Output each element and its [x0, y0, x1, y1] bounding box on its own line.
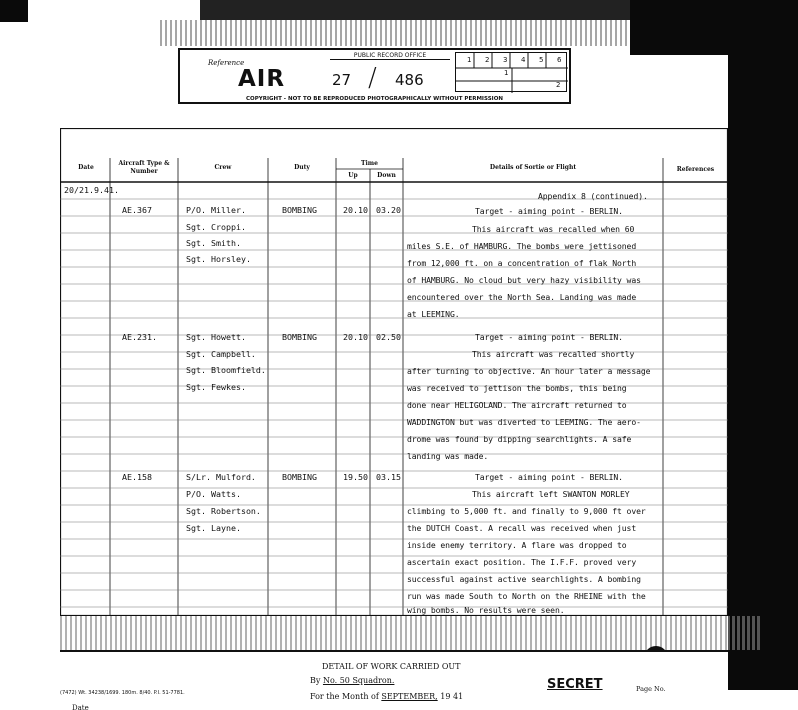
reference-series: AIR: [238, 66, 286, 92]
aircraft-cell: AE.367: [122, 205, 152, 215]
crew-member: S/Lr. Mulford.: [186, 472, 256, 482]
header-references: References: [676, 166, 715, 173]
ruler-mark: 3: [503, 56, 508, 64]
operations-record-form: [60, 128, 728, 616]
details-line: Target - aiming point - BERLIN.: [475, 206, 623, 216]
time-up: 19.50: [343, 472, 368, 482]
scan-noise-top: [160, 20, 630, 46]
time-down: 02.50: [376, 332, 401, 342]
appendix-note: Appendix 8 (continued).: [538, 191, 648, 201]
crew-member: Sgt. Croppi.: [186, 222, 246, 232]
ruler-mark: 6: [557, 56, 562, 64]
details-line: drome was found by dipping searchlights. A safe: [407, 434, 632, 444]
copyright-notice: COPYRIGHT - NOT TO BE REPRODUCED PHOTOGRAPHICALLY WITHOUT PERMISSION: [246, 96, 503, 102]
crew-member: P/O. Watts.: [186, 489, 241, 499]
date-cell: 20/21.9.41.: [64, 185, 119, 195]
ruler-mark: 5: [539, 56, 544, 64]
aircraft-cell: AE.231.: [122, 332, 157, 342]
ruler-mark: 2: [556, 81, 561, 89]
scale-ruler: [455, 52, 567, 92]
header-time: Time: [361, 160, 378, 167]
ruler-mark: 1: [467, 56, 472, 64]
duty-cell: BOMBING: [282, 205, 317, 215]
details-line: climbing to 5,000 ft. and finally to 9,000 ft over: [407, 506, 646, 516]
record-office-label: PUBLIC RECORD OFFICE: [330, 52, 450, 60]
details-line: This aircraft was recalled when 60: [472, 224, 635, 234]
reference-label: Reference: [208, 59, 245, 67]
header-details: Details of Sortie or Flight: [489, 164, 577, 171]
details-line: after turning to objective. An hour later a message: [407, 366, 651, 376]
month-value: SEPTEMBER,: [381, 692, 438, 701]
details-line: done near HELIGOLAND. The aircraft returned to: [407, 400, 627, 410]
crew-member: Sgt. Howett.: [186, 332, 246, 342]
time-up: 20.10: [343, 332, 368, 342]
crew-member: Sgt. Horsley.: [186, 254, 251, 264]
details-line: from 12,000 ft. on a concentration of flak North: [407, 258, 637, 268]
form-code: (7472) Wt. 34238/1699. 180m. 8/40. P.I. 51-7781.: [60, 690, 185, 696]
details-line: was received to jettison the bombs, this being: [407, 383, 627, 393]
details-line: inside enemy territory. A flare was dropped to: [407, 540, 627, 550]
time-up: 20.10: [343, 205, 368, 215]
scan-border-right: [728, 0, 798, 690]
details-line: This aircraft was recalled shortly: [472, 349, 635, 359]
scan-noise-lower: [60, 616, 760, 650]
details-line: WADDINGTON but was diverted to LEEMING. The aero-: [407, 417, 641, 427]
header-down: Down: [377, 172, 396, 179]
header-aircraft: Aircraft Type & Number: [118, 160, 170, 175]
details-line: at LEEMING.: [407, 309, 460, 319]
details-line: wing bombs. No results were seen.: [407, 605, 565, 615]
form-title: DETAIL OF WORK CARRIED OUT: [322, 662, 461, 671]
details-line: ascertain exact position. The I.F.F. proved very: [407, 557, 637, 567]
page-number-label: Page No.: [636, 685, 666, 693]
ruler-mark: 1: [504, 69, 509, 77]
details-line: encountered over the North Sea. Landing was made: [407, 292, 637, 302]
month-line: [310, 692, 463, 701]
duty-cell: BOMBING: [282, 472, 317, 482]
details-line: Target - aiming point - BERLIN.: [475, 472, 623, 482]
by-label: By: [310, 676, 321, 685]
time-down: 03.20: [376, 205, 401, 215]
details-line: This aircraft left SWANTON MORLEY: [472, 489, 630, 499]
crew-member: Sgt. Layne.: [186, 523, 241, 533]
reference-item: 486: [395, 71, 424, 89]
crew-member: Sgt. Campbell.: [186, 349, 256, 359]
header-up: Up: [348, 172, 358, 179]
details-line: Target - aiming point - BERLIN.: [475, 332, 623, 342]
next-page-header: [60, 650, 728, 710]
details-line: of HAMBURG. No cloud but very hazy visibility was: [407, 275, 641, 285]
scan-border-top-right: [630, 0, 798, 55]
crew-member: Sgt. Robertson.: [186, 506, 261, 516]
year-value: 19 41: [440, 692, 464, 701]
ruler-mark: 2: [485, 56, 490, 64]
crew-member: Sgt. Smith.: [186, 238, 241, 248]
crew-member: Sgt. Bloomfield.: [186, 365, 266, 375]
squadron-line: [310, 676, 394, 685]
secret-stamp: SECRET: [547, 677, 603, 692]
month-label: For the Month of: [310, 692, 379, 701]
ruler-mark: 4: [521, 56, 526, 64]
reference-slash: /: [368, 63, 377, 93]
details-line: miles S.E. of HAMBURG. The bombs were jettisoned: [407, 241, 637, 251]
scan-border-left-top: [0, 0, 28, 22]
next-page-date-header: Date: [72, 704, 89, 710]
details-line: the DUTCH Coast. A recall was received when just: [407, 523, 637, 533]
reference-piece: 27: [332, 71, 352, 89]
time-down: 03.15: [376, 472, 401, 482]
header-crew: Crew: [214, 164, 232, 171]
details-line: landing was made.: [407, 451, 489, 461]
header-date: Date: [78, 164, 94, 171]
duty-cell: BOMBING: [282, 332, 317, 342]
reference-strip: [178, 48, 571, 104]
details-line: run was made South to North on the RHEINE with the: [407, 591, 646, 601]
aircraft-cell: AE.158: [122, 472, 152, 482]
crew-member: Sgt. Fewkes.: [186, 382, 246, 392]
scan-border-top: [200, 0, 640, 20]
details-line: successful against active searchlights. A bombing: [407, 574, 641, 584]
squadron-value: No. 50 Squadron.: [322, 676, 395, 685]
crew-member: P/O. Miller.: [186, 205, 246, 215]
header-duty: Duty: [294, 164, 310, 171]
